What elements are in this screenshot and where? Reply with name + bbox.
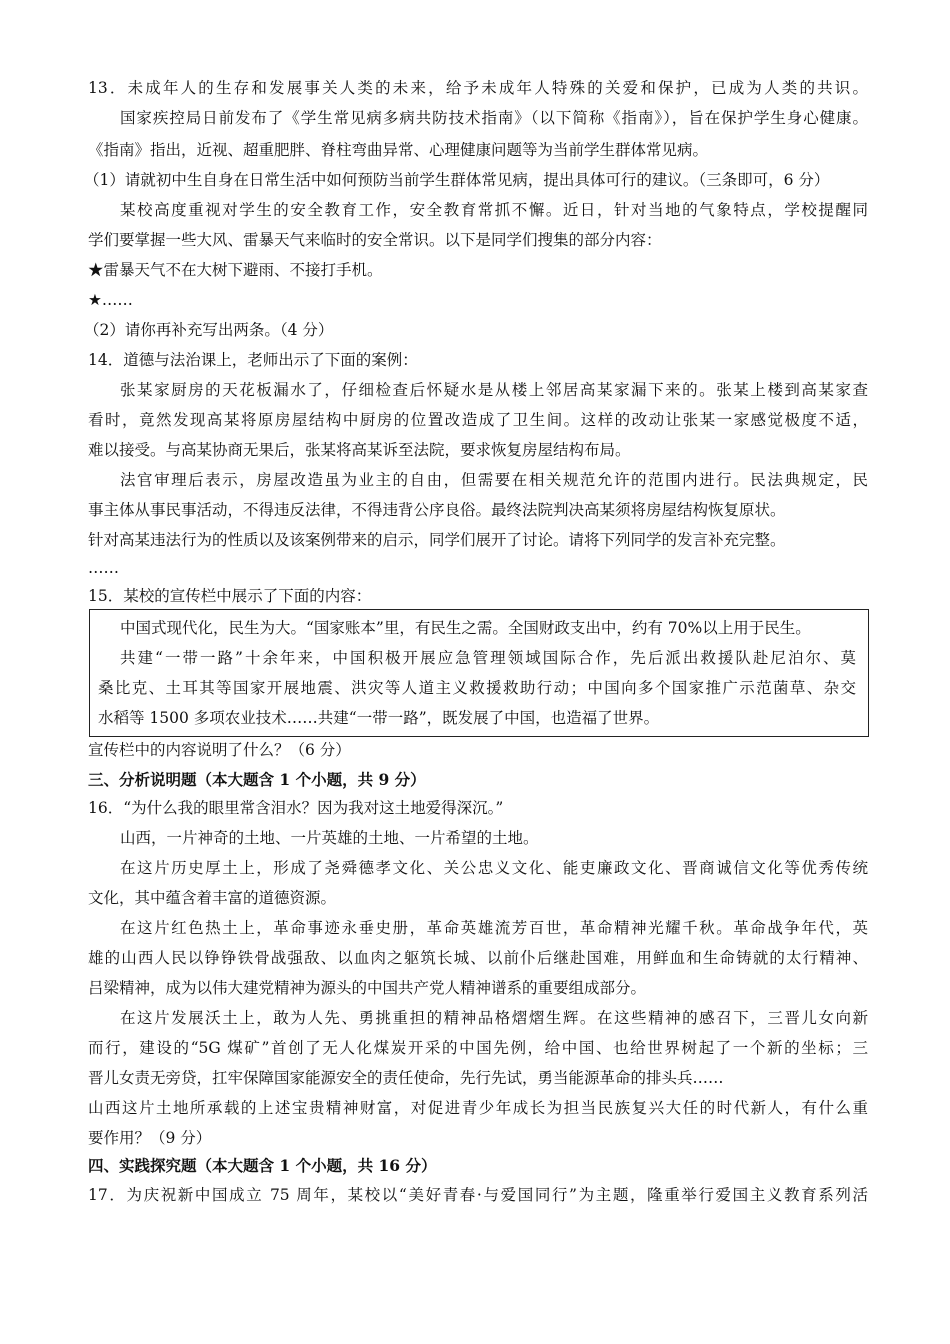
q16-stem: 16．“为什么我的眼里常含泪水？因为我对这土地爱得深沉。”	[88, 799, 504, 817]
q15-stem: 15．某校的宣传栏中展示了下面的内容：	[88, 587, 372, 605]
q13-para: 学们要掌握一些大风、雷暴天气来临时的安全常识。以下是同学们搜集的部分内容：	[88, 231, 662, 249]
q14-para: 事主体从事民事活动，不得违反法律，不得违背公序良俗。最终法院判决高某须将房屋结构恢复原状。	[88, 501, 786, 519]
q16-para: 而行，建设的“5G 煤矿”首创了无人化煤炭开采的中国先例，给中国、也给世界树起了一个新的坐标；三	[88, 1039, 868, 1057]
section-4-heading: 四、实践探究题（本大题含 1 个小题，共 16 分）	[88, 1156, 437, 1175]
bulletin-text: 桑比克、土耳其等国家开展地震、洪灾等人道主义救援救助行动；中国向多个国家推广示范菌草、杂交	[98, 679, 856, 697]
q13-subquestion-1: （1）请就初中生自身在日常生活中如何预防当前学生群体常见病，提出具体可行的建议。（三条即可，6 分）	[84, 171, 830, 189]
q14-ellipsis: ……	[88, 559, 119, 577]
q14-para: 针对高某违法行为的性质以及该案例带来的启示，同学们展开了讨论。请将下列同学的发言补充完整。	[88, 531, 786, 549]
bulletin-text: 中国式现代化，民生为大。“国家账本”里，有民生之需。全国财政支出中，约有 70%以上用于民生。	[120, 619, 811, 637]
q14-para: 看时，竟然发现高某将原房屋结构中厨房的位置改造成了卫生间。这样的改动让张某一家感觉极度不适，	[88, 411, 868, 429]
q16-para: 在这片历史厚土上，形成了尧舜德孝文化、关公忠义文化、能吏廉政文化、晋商诚信文化等优秀传统	[120, 859, 868, 877]
q13-stem: 13．未成年人的生存和发展事关人类的未来，给予未成年人特殊的关爱和保护，已成为人类的共识。	[88, 79, 868, 97]
q14-para: 张某家厨房的天花板漏水了，仔细检查后怀疑水是从楼上邻居高某家漏下来的。张某上楼到高某家查	[120, 381, 868, 399]
q16-para: 吕梁精神，成为以伟大建党精神为源头的中国共产党人精神谱系的重要组成部分。	[88, 979, 647, 997]
q13-subquestion-2: （2）请你再补充写出两条。（4 分）	[84, 321, 334, 339]
q16-para: 山西，一片神奇的土地、一片英雄的土地、一片希望的土地。	[120, 829, 539, 847]
q16-question: 要作用？（9 分）	[88, 1129, 212, 1147]
q14-stem: 14．道德与法治课上，老师出示了下面的案例：	[88, 351, 418, 369]
q15-question: 宣传栏中的内容说明了什么？（6 分）	[88, 741, 351, 759]
q13-para: 国家疾控局日前发布了《学生常见病多病共防技术指南》（以下简称《指南》），旨在保护学生身心健康。	[120, 109, 868, 127]
q16-para: 雄的山西人民以铮铮铁骨战强敌、以血肉之躯筑长城、以前仆后继赴国难，用鲜血和生命铸就的太行精神、	[88, 949, 868, 967]
q16-para: 文化，其中蕴含着丰富的道德资源。	[88, 889, 337, 907]
bulletin-text: 共建“一带一路”十余年来，中国积极开展应急管理领域国际合作，先后派出救援队赴尼泊尔、莫	[120, 649, 856, 667]
q16-para: 在这片红色热土上，革命事迹永垂史册，革命英雄流芳百世，革命精神光耀千秋。革命战争年代，英	[120, 919, 868, 937]
q14-para: 法官审理后表示，房屋改造虽为业主的自由，但需要在相关规范允许的范围内进行。民法典规定，民	[120, 471, 868, 489]
q16-para: 晋儿女责无旁贷，扛牢保障国家能源安全的责任使命，先行先试，勇当能源革命的排头兵……	[88, 1069, 724, 1087]
q13-para: 某校高度重视对学生的安全教育工作，安全教育常抓不懈。近日，针对当地的气象特点，学校提醒同	[120, 201, 868, 219]
q16-question: 山西这片土地所承载的上述宝贵精神财富，对促进青少年成长为担当民族复兴大任的时代新人，有什么重	[88, 1099, 868, 1117]
bulletin-text: 水稻等 1500 多项农业技术……共建“一带一路”，既发展了中国，也造福了世界。	[98, 709, 660, 727]
q17-stem: 17．为庆祝新中国成立 75 周年，某校以“美好青春·与爱国同行”为主题，隆重举行爱国主义教育系列活	[88, 1186, 868, 1204]
q13-list-item: ★雷暴天气不在大树下避雨、不接打手机。	[88, 261, 383, 279]
q16-para: 在这片发展沃土上，敢为人先、勇挑重担的精神品格熠熠生辉。在这些精神的感召下，三晋儿女向新	[120, 1009, 868, 1027]
bulletin-box	[89, 609, 869, 737]
q13-para: 《指南》指出，近视、超重肥胖、脊柱弯曲异常、心理健康问题等为当前学生群体常见病。	[88, 141, 709, 159]
section-3-heading: 三、分析说明题（本大题含 1 个小题，共 9 分）	[88, 770, 426, 789]
q14-para: 难以接受。与高某协商无果后，张某将高某诉至法院，要求恢复房屋结构布局。	[88, 441, 631, 459]
q13-list-item: ★……	[88, 291, 133, 309]
